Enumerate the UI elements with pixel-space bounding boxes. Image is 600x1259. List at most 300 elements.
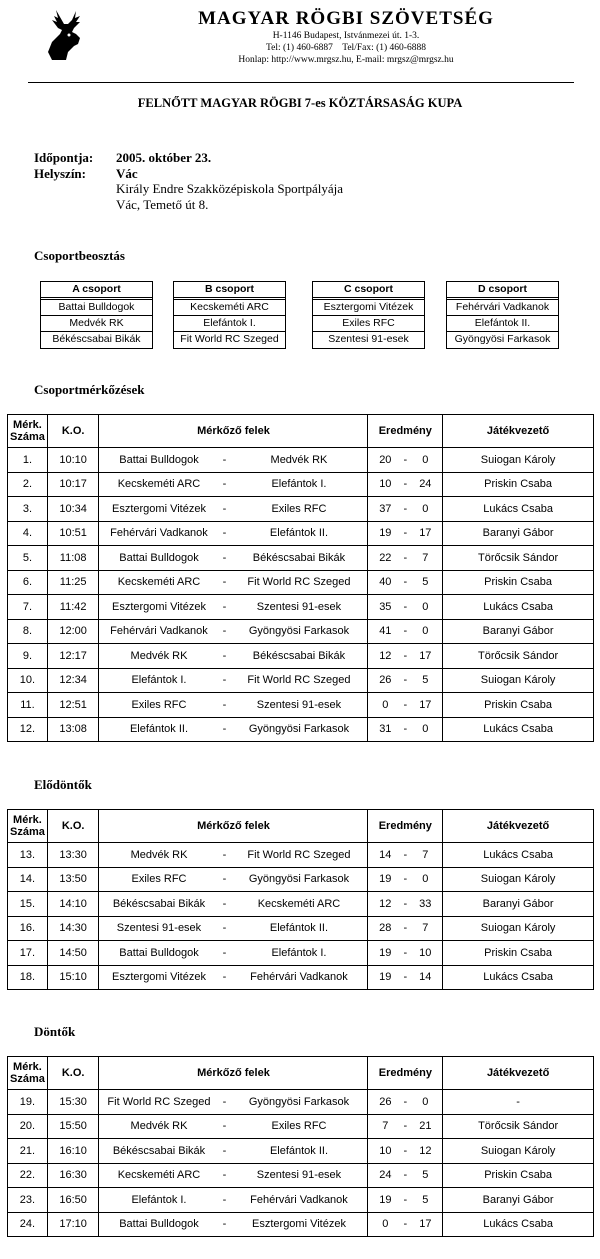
kickoff-time: 15:30	[47, 1090, 99, 1115]
match-teams-cell	[99, 1212, 368, 1237]
away-team: Exiles RFC	[271, 1120, 327, 1133]
table-row	[8, 1114, 594, 1139]
match-number: 3.	[8, 497, 48, 522]
away-team: Szentesi 91-esek	[256, 698, 342, 711]
match-teams-cell	[99, 965, 368, 990]
table-row	[8, 619, 594, 644]
home-team: Fit World RC Szeged	[107, 1095, 211, 1108]
match-score	[368, 1120, 442, 1132]
match-score	[368, 849, 442, 861]
home-team: Esztergomi Vitézek	[112, 971, 206, 984]
kickoff-time: 14:10	[47, 892, 99, 917]
away-score: 10	[419, 946, 432, 959]
group-team: Fit World RC Szeged	[180, 333, 279, 345]
result-cell	[368, 1212, 443, 1237]
referee: Priskin Csaba	[443, 941, 594, 966]
header-result: Eredmény	[368, 1057, 443, 1090]
match-score	[368, 699, 442, 711]
result-cell	[368, 867, 443, 892]
match-number: 11.	[8, 693, 48, 718]
away-score: 0	[422, 453, 429, 466]
referee: Baranyi Gábor	[443, 892, 594, 917]
match-teams-cell	[99, 1188, 368, 1213]
header-referee: Játékvezető	[443, 810, 594, 843]
team-separator: -	[222, 922, 227, 935]
referee: Baranyi Gábor	[443, 521, 594, 546]
away-team: Fit World RC Szeged	[247, 674, 351, 687]
score-separator: -	[403, 1120, 408, 1133]
score-separator: -	[403, 551, 408, 564]
group-box	[40, 281, 153, 349]
header-no: Mérk. Száma	[8, 415, 48, 448]
match-teams	[99, 947, 367, 959]
home-score: 0	[382, 1218, 389, 1231]
table-row	[8, 521, 594, 546]
team-separator: -	[222, 698, 227, 711]
match-teams	[99, 699, 367, 711]
group-team: Medvék RK	[41, 316, 152, 332]
team-separator: -	[222, 502, 227, 515]
team-separator: -	[222, 723, 227, 736]
referee: Priskin Csaba	[443, 570, 594, 595]
home-team: Medvék RK	[130, 848, 188, 861]
away-team: Elefántok II.	[269, 922, 328, 935]
team-separator: -	[222, 625, 227, 638]
referee: Baranyi Gábor	[443, 1188, 594, 1213]
kickoff-time: 11:08	[47, 546, 99, 571]
groups-section-title: Csoportbeosztás	[34, 248, 125, 263]
team-separator: -	[222, 1169, 227, 1182]
away-score: 24	[419, 478, 432, 491]
table-row	[8, 570, 594, 595]
away-team: Szentesi 91-esek	[256, 1169, 342, 1182]
score-separator: -	[403, 922, 408, 935]
home-score: 24	[379, 1169, 392, 1182]
match-score	[368, 1169, 442, 1181]
kickoff-time: 12:00	[47, 619, 99, 644]
away-score: 17	[419, 527, 432, 540]
table-row	[8, 546, 594, 571]
match-teams-cell	[99, 892, 368, 917]
semis-section-title: Elődöntők	[34, 777, 92, 792]
team-separator: -	[222, 576, 227, 589]
place-label: Helyszín:	[34, 165, 86, 181]
match-teams	[99, 650, 367, 662]
match-teams	[99, 1096, 367, 1108]
venue-name: Király Endre Szakközépiskola Sportpályája	[116, 181, 344, 196]
match-teams	[99, 1194, 367, 1206]
home-team: Elefántok I.	[131, 674, 187, 687]
final-matches-table	[7, 1056, 594, 1237]
match-number: 4.	[8, 521, 48, 546]
score-separator: -	[403, 1193, 408, 1206]
away-team: Gyöngyösi Farkasok	[248, 723, 350, 736]
match-number: 20.	[8, 1114, 48, 1139]
home-team: Kecskeméti ARC	[117, 478, 201, 491]
score-separator: -	[403, 946, 408, 959]
match-teams-cell	[99, 941, 368, 966]
away-score: 0	[422, 600, 429, 613]
match-teams-cell	[99, 497, 368, 522]
score-separator: -	[403, 848, 408, 861]
finals-section-title: Döntők	[34, 1024, 76, 1039]
kickoff-time: 13:30	[47, 843, 99, 868]
home-team: Exiles RFC	[131, 873, 187, 886]
table-row	[8, 965, 594, 990]
away-score: 17	[419, 1218, 432, 1231]
match-teams-cell	[99, 717, 368, 742]
match-score	[368, 576, 442, 588]
result-cell	[368, 644, 443, 669]
group-matches-table	[7, 414, 594, 742]
team-separator: -	[222, 897, 227, 910]
home-score: 14	[379, 848, 392, 861]
kickoff-time: 10:51	[47, 521, 99, 546]
home-team: Esztergomi Vitézek	[112, 600, 206, 613]
match-teams	[99, 873, 367, 885]
away-score: 14	[419, 971, 432, 984]
home-team: Fehérvári Vadkanok	[110, 527, 208, 540]
header-match: Mérkőző felek	[99, 1057, 368, 1090]
home-score: 22	[379, 551, 392, 564]
away-team: Fit World RC Szeged	[247, 576, 351, 589]
score-separator: -	[403, 674, 408, 687]
home-team: Medvék RK	[130, 649, 188, 662]
match-number: 6.	[8, 570, 48, 595]
home-team: Battai Bulldogok	[119, 1218, 199, 1231]
team-separator: -	[222, 527, 227, 540]
header-referee: Játékvezető	[443, 415, 594, 448]
match-teams	[99, 922, 367, 934]
match-number: 14.	[8, 867, 48, 892]
match-number: 12.	[8, 717, 48, 742]
org-address: H-1146 Budapest, Istvánmezei út. 1-3.	[272, 31, 420, 41]
match-score	[368, 625, 442, 637]
kickoff-time: 12:51	[47, 693, 99, 718]
referee: Lukács Csaba	[443, 843, 594, 868]
match-teams-cell	[99, 668, 368, 693]
team-separator: -	[222, 873, 227, 886]
group-team: Békéscsabai Bikák	[52, 333, 141, 345]
kickoff-time: 10:10	[47, 448, 99, 473]
home-team: Kecskeméti ARC	[117, 576, 201, 589]
home-score: 31	[379, 723, 392, 736]
away-score: 5	[422, 1169, 429, 1182]
table-row	[8, 1163, 594, 1188]
home-score: 26	[379, 674, 392, 687]
venue-address: Vác, Temető út 8.	[116, 196, 209, 212]
match-teams-cell	[99, 472, 368, 497]
away-score: 0	[422, 502, 429, 515]
team-separator: -	[222, 551, 227, 564]
team-separator: -	[222, 848, 227, 861]
match-number: 21.	[8, 1139, 48, 1164]
table-row	[8, 472, 594, 497]
away-score: 21	[419, 1120, 432, 1133]
referee: Priskin Csaba	[443, 472, 594, 497]
match-teams	[99, 674, 367, 686]
team-separator: -	[222, 674, 227, 687]
match-score	[368, 947, 442, 959]
kickoff-time: 15:50	[47, 1114, 99, 1139]
group-team: Elefántok I.	[174, 316, 285, 332]
table-row	[8, 867, 594, 892]
place-value: Vác	[116, 165, 138, 181]
home-score: 10	[379, 478, 392, 491]
match-number: 10.	[8, 668, 48, 693]
result-cell	[368, 619, 443, 644]
result-cell	[368, 843, 443, 868]
home-score: 0	[382, 698, 389, 711]
table-row	[8, 1090, 594, 1115]
group-name: A csoport	[41, 282, 152, 298]
away-team: Fehérvári Vadkanok	[250, 1193, 348, 1206]
match-teams	[99, 503, 367, 515]
result-cell	[368, 693, 443, 718]
table-row	[8, 497, 594, 522]
home-team: Esztergomi Vitézek	[112, 502, 206, 515]
org-web: Honlap: http://www.mrgsz.hu, E-mail: mrgsz@mrgsz.hu	[238, 55, 454, 65]
home-score: 7	[382, 1120, 389, 1133]
match-teams-cell	[99, 1090, 368, 1115]
result-cell	[368, 521, 443, 546]
home-team: Battai Bulldogok	[119, 551, 199, 564]
kickoff-time: 10:34	[47, 497, 99, 522]
score-separator: -	[403, 1144, 408, 1157]
table-row	[8, 916, 594, 941]
score-separator: -	[403, 1218, 408, 1231]
match-score	[368, 650, 442, 662]
score-separator: -	[403, 625, 408, 638]
referee: Lukács Csaba	[443, 595, 594, 620]
away-score: 0	[422, 625, 429, 638]
team-separator: -	[222, 971, 227, 984]
match-number: 16.	[8, 916, 48, 941]
table-row	[8, 595, 594, 620]
result-cell	[368, 941, 443, 966]
team-separator: -	[222, 1218, 227, 1231]
kickoff-time: 12:34	[47, 668, 99, 693]
result-cell	[368, 570, 443, 595]
kickoff-time: 11:25	[47, 570, 99, 595]
home-score: 26	[379, 1095, 392, 1108]
away-team: Békéscsabai Bikák	[252, 551, 346, 564]
home-team: Elefántok II.	[129, 723, 189, 736]
away-score: 5	[422, 674, 429, 687]
home-team: Elefántok I.	[131, 1193, 187, 1206]
header-no: Mérk. Száma	[8, 810, 48, 843]
away-score: 0	[422, 1095, 429, 1108]
result-cell	[368, 546, 443, 571]
group-matches-section-title: Csoportmérkőzések	[34, 382, 145, 397]
match-teams-cell	[99, 843, 368, 868]
semi-matches-table	[7, 809, 594, 990]
match-number: 2.	[8, 472, 48, 497]
result-cell	[368, 1090, 443, 1115]
match-teams	[99, 527, 367, 539]
score-separator: -	[403, 897, 408, 910]
team-separator: -	[222, 1193, 227, 1206]
match-number: 1.	[8, 448, 48, 473]
away-team: Gyöngyösi Farkasok	[248, 625, 350, 638]
match-number: 23.	[8, 1188, 48, 1213]
match-teams-cell	[99, 1163, 368, 1188]
match-score	[368, 601, 442, 613]
group-box	[446, 281, 559, 349]
referee: Baranyi Gábor	[443, 619, 594, 644]
match-score	[368, 723, 442, 735]
match-teams	[99, 1145, 367, 1157]
home-score: 40	[379, 576, 392, 589]
referee: Priskin Csaba	[443, 693, 594, 718]
group-team: Gyöngyösi Farkasok	[454, 333, 551, 345]
match-number: 22.	[8, 1163, 48, 1188]
match-teams	[99, 849, 367, 861]
org-header	[150, 8, 542, 66]
match-number: 5.	[8, 546, 48, 571]
score-separator: -	[403, 649, 408, 662]
header-referee: Játékvezető	[443, 1057, 594, 1090]
match-teams	[99, 454, 367, 466]
result-cell	[368, 892, 443, 917]
home-score: 19	[379, 971, 392, 984]
kickoff-time: 14:30	[47, 916, 99, 941]
referee: Lukács Csaba	[443, 1212, 594, 1237]
match-score	[368, 898, 442, 910]
team-separator: -	[222, 946, 227, 959]
kickoff-time: 13:50	[47, 867, 99, 892]
match-teams-cell	[99, 1139, 368, 1164]
kickoff-time: 16:10	[47, 1139, 99, 1164]
away-team: Esztergomi Vitézek	[252, 1218, 346, 1231]
team-separator: -	[222, 1144, 227, 1157]
referee: Suiogan Károly	[443, 668, 594, 693]
team-separator: -	[222, 478, 227, 491]
match-score	[368, 1096, 442, 1108]
home-score: 12	[379, 649, 392, 662]
deer-head-logo-icon	[38, 8, 96, 62]
result-cell	[368, 668, 443, 693]
team-separator: -	[222, 600, 227, 613]
match-number: 13.	[8, 843, 48, 868]
match-teams	[99, 1218, 367, 1230]
table-row	[8, 1139, 594, 1164]
match-number: 9.	[8, 644, 48, 669]
group-name: B csoport	[174, 282, 285, 298]
referee: Lukács Csaba	[443, 497, 594, 522]
match-teams-cell	[99, 521, 368, 546]
home-score: 35	[379, 600, 392, 613]
home-team: Exiles RFC	[131, 698, 187, 711]
match-score	[368, 674, 442, 686]
kickoff-time: 16:50	[47, 1188, 99, 1213]
match-teams	[99, 723, 367, 735]
group-name: D csoport	[447, 282, 558, 298]
team-separator: -	[222, 649, 227, 662]
match-score	[368, 873, 442, 885]
event-info	[34, 150, 343, 212]
home-score: 19	[379, 1193, 392, 1206]
home-team: Békéscsabai Bikák	[112, 1144, 206, 1157]
away-score: 17	[419, 698, 432, 711]
away-score: 33	[419, 897, 432, 910]
kickoff-time: 12:17	[47, 644, 99, 669]
result-cell	[368, 448, 443, 473]
away-score: 7	[422, 551, 429, 564]
match-number: 17.	[8, 941, 48, 966]
score-separator: -	[403, 576, 408, 589]
group-box	[312, 281, 425, 349]
match-teams-cell	[99, 1114, 368, 1139]
header-no: Mérk. Száma	[8, 1057, 48, 1090]
referee: Suiogan Károly	[443, 916, 594, 941]
group-team: Kecskeméti ARC	[174, 300, 285, 316]
result-cell	[368, 497, 443, 522]
match-score	[368, 971, 442, 983]
home-score: 20	[379, 453, 392, 466]
score-separator: -	[403, 478, 408, 491]
table-row	[8, 693, 594, 718]
away-score: 12	[419, 1144, 432, 1157]
match-teams-cell	[99, 448, 368, 473]
result-cell	[368, 1114, 443, 1139]
match-score	[368, 1194, 442, 1206]
match-teams	[99, 625, 367, 637]
match-score	[368, 922, 442, 934]
referee: Lukács Csaba	[443, 717, 594, 742]
team-separator: -	[222, 453, 227, 466]
home-score: 12	[379, 897, 392, 910]
match-teams-cell	[99, 644, 368, 669]
group-team: Esztergomi Vitézek	[313, 300, 424, 316]
result-cell	[368, 717, 443, 742]
match-number: 8.	[8, 619, 48, 644]
header-match: Mérkőző felek	[99, 810, 368, 843]
match-teams-cell	[99, 595, 368, 620]
match-teams	[99, 552, 367, 564]
away-team: Kecskeméti ARC	[257, 897, 341, 910]
home-team: Fehérvári Vadkanok	[110, 625, 208, 638]
score-separator: -	[403, 1095, 408, 1108]
match-teams-cell	[99, 693, 368, 718]
home-team: Battai Bulldogok	[119, 453, 199, 466]
away-score: 7	[422, 848, 429, 861]
group-team: Fehérvári Vadkanok	[447, 300, 558, 316]
org-name: MAGYAR RÖGBI SZÖVETSÉG	[198, 8, 494, 29]
referee: Törőcsik Sándor	[443, 644, 594, 669]
match-teams-cell	[99, 867, 368, 892]
kickoff-time: 13:08	[47, 717, 99, 742]
referee: Törőcsik Sándor	[443, 546, 594, 571]
home-score: 19	[379, 946, 392, 959]
match-teams-cell	[99, 546, 368, 571]
match-number: 7.	[8, 595, 48, 620]
kickoff-time: 15:10	[47, 965, 99, 990]
match-score	[368, 527, 442, 539]
result-cell	[368, 472, 443, 497]
score-separator: -	[403, 600, 408, 613]
referee: Priskin Csaba	[443, 1163, 594, 1188]
kickoff-time: 17:10	[47, 1212, 99, 1237]
home-team: Békéscsabai Bikák	[112, 897, 206, 910]
away-score: 17	[419, 649, 432, 662]
score-separator: -	[403, 723, 408, 736]
header-match: Mérkőző felek	[99, 415, 368, 448]
match-teams-cell	[99, 619, 368, 644]
match-teams	[99, 1120, 367, 1132]
score-separator: -	[403, 502, 408, 515]
referee: Lukács Csaba	[443, 965, 594, 990]
